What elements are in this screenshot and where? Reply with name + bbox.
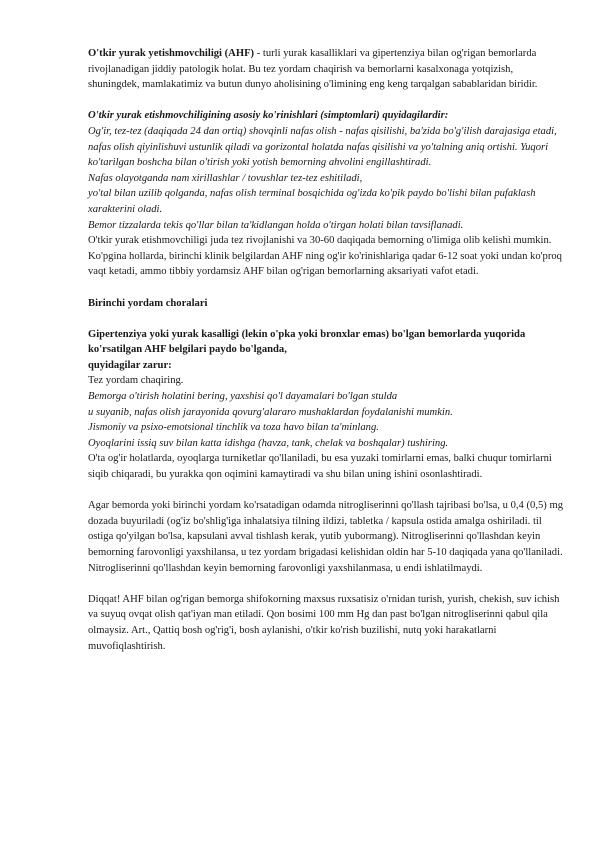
spacer xyxy=(88,311,564,327)
symptom-item: Nafas olayotganda nam xirillashlar / tovushlar tez-tez eshitiladi, xyxy=(88,172,363,184)
symptoms-heading: O'tkir yurak etishmovchiligining asosiy ko'rinishlari (simptomlari) quyidagilardir: xyxy=(88,110,449,122)
spacer xyxy=(88,280,564,296)
tourniquet-note: O'ta og'ir holatlarda, oyoqlarga turniketlar qo'llaniladi, bu esa yuzaki tomirlarni emas, balki chuqur tomirlarni siqib chiqaradi, bu yurakka qon oqimini kamaytiradi va shu bilan uning ishini osonlashtiradi. xyxy=(88,453,552,481)
warning-paragraph: Diqqat! AHF bilan og'rigan bemorga shifokorning maxsus ruxsatisiz o'rnidan turish, yurish, chekish, suv ichish va suyuq ovqat olish qat'iyan man etiladi. Qon bosimi 100 mm Hg dan past bo'lgan nitrogliserinni qabul qila olmaysiz. Art., Qattiq bosh og'rig'i, bosh aylanishi, o'tkir ko'rish buzilishi, nutq yoki harakatlarni muvofiqlashtirish. xyxy=(88,593,560,652)
nitroglycerin-paragraph: Agar bemorda yoki birinchi yordam ko'rsatadigan odamda nitrogliserinni qo'llash tajribasi bo'lsa, u 0,4 (0,5) mg dozada buyuriladi (og'iz bo'shlig'iga inhalatsiya tilning ildizi, tabletka / kapsula ostida amalga oshiriladi. til ostiga qo'yilgan bo'lsa, kapsulani avval tishlash kerak, yutib yubormang). Nitrogliserinni qo'llashdan keyin bemorning farovonligi yaxshilansa, u tez yordam brigadasi kelishidan oldin har 5-10 daqiqada yana qo'llaniladi. Nitrogliserinni qo'llashdan keyin bemorning farovonligi yaxshilanmasa, u endi ishlatilmaydi. xyxy=(88,500,563,574)
symptom-item: yo'tal bilan uzilib qolganda, nafas olish terminal bosqichida og'izda ko'pik paydo bo'lishi bilan pufaklash xarakterini oladi. xyxy=(88,188,536,215)
symptom-item: Bemor tizzalarda tekis qo'llar bilan ta'kidlangan holda o'tirgan holati bilan tavsiflanadi. xyxy=(88,219,464,231)
intro-paragraph xyxy=(88,46,564,93)
symptom-item: Og'ir, tez-tez (daqiqada 24 dan ortiq) shovqinli nafas olish - nafas qisilishi, ba'zida bo'g'ilish darajasiga etadi, nafas olish qiyinlishuvi ustunlik qiladi va gorizontal holatda nafas qisilishi va yo'talning aniq ortishi. Yuqori ko'tarilgan boshcha bilan o'tirish yoki yotish bemorning ahvolini engillashtiradi. xyxy=(88,125,557,169)
spacer xyxy=(88,483,564,499)
first-aid-required: quyidagilar zarur: xyxy=(88,359,172,371)
first-aid-step: Oyoqlarini issiq suv bilan katta idishga (havza, tank, chelak va boshqalar) tushiring. xyxy=(88,437,449,449)
spacer xyxy=(88,576,564,592)
intro-text: - turli yurak kasalliklari va gipertenziya bilan og'rigan bemorlarda rivojlanadigan jiddiy patologik holat. Bu tez yordam chaqirish va bemorlarni kasalxonaga yotqizish, shuningdek, mamlakatimiz va butun dunyo aholisining o'limining eng keng tarqalgan sabablaridan biridir. xyxy=(88,48,538,91)
first-aid-step: Jismoniy va psixo-emotsional tinchlik va toza havo bilan ta'minlang. xyxy=(88,422,379,434)
intro-term: O'tkir yurak yetishmovchiligi (AHF) xyxy=(88,48,255,59)
first-aid-step: Bemorga o'tirish holatini bering, yaxshisi qo'l dayamalari bo'lgan stulda xyxy=(88,391,398,403)
spacer xyxy=(88,93,564,109)
first-aid-step: Tez yordam chaqiring. xyxy=(88,375,184,387)
first-aid-heading: Birinchi yordam choralari xyxy=(88,297,208,309)
first-aid-step: u suyanib, nafas olish jarayonida qovurg'alararo mushaklardan foydalanishi mumkin. xyxy=(88,406,453,418)
document-page xyxy=(88,46,564,654)
first-aid-subheading: Gipertenziya yoki yurak kasalligi (lekin o'pka yoki bronxlar emas) bo'lgan bemorlarda yuqorida ko'rsatilgan AHF belgilari paydo bo'lganda, xyxy=(88,328,526,356)
symptoms-note: O'tkir yurak etishmovchiligi juda tez rivojlanishi va 30-60 daqiqada bemorning o'limiga olib kelishi mumkin. Ko'pgina hollarda, birinchi klinik belgilardan AHF ning og'ir ko'rinishlariga qadar 6-12 soat yoki undan ko'proq vaqt ketadi, ammo tibbiy yordamsiz AHF bilan og'rigan bemorlarning aksariyati vafot etadi. xyxy=(88,235,562,278)
